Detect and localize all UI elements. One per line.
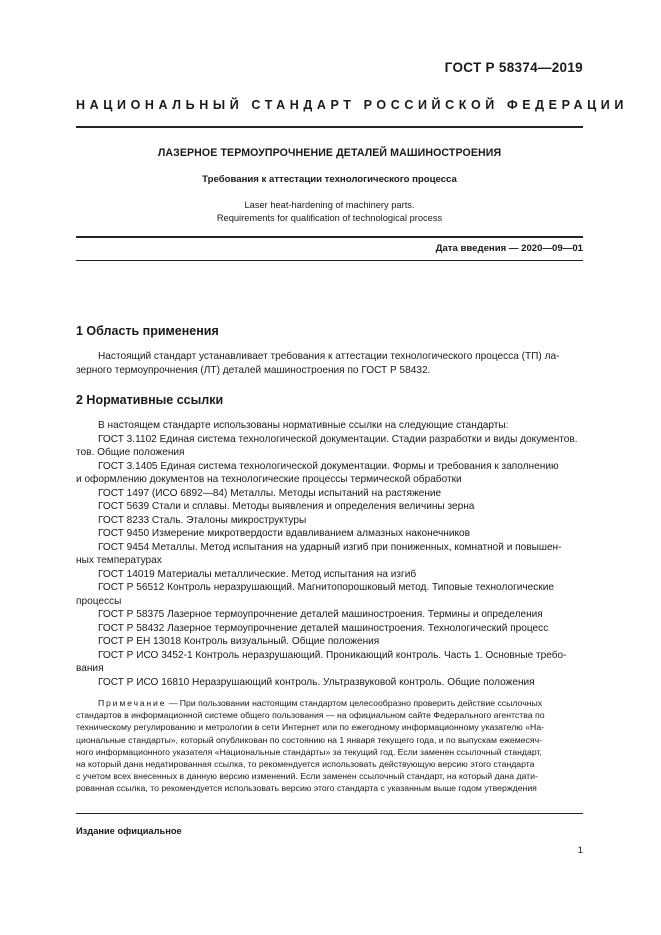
normative-references-list: [76, 419, 583, 689]
reference-line: ГОСТ Р 58375 Лазерное термоупрочнение деталей машиностроения. Термины и определения: [98, 609, 543, 620]
national-standard-heading: НАЦИОНАЛЬНЫЙ СТАНДАРТ РОССИЙСКОЙ ФЕДЕРАЦИИ: [76, 98, 628, 112]
note-block: [76, 697, 583, 795]
footer-divider: [76, 813, 583, 814]
section-2-heading: 2 Нормативные ссылки: [76, 393, 224, 407]
document-title: ЛАЗЕРНОЕ ТЕРМОУПРОЧНЕНИЕ ДЕТАЛЕЙ МАШИНОСТРОЕНИЯ: [157, 147, 502, 159]
reference-line: ГОСТ 3.1102 Единая система технологической документации. Стадии разработки и виды документов.: [98, 433, 578, 445]
note-line: стандартов в информационной системе общего пользования — на официальном сайте Федерального агентства по: [76, 710, 545, 721]
reference-line: ГОСТ 9450 Измерение микротвердости вдавливанием алмазных наконечников: [98, 528, 470, 539]
section-1-body: [76, 350, 583, 377]
reference-line: В настоящем стандарте использованы нормативные ссылки на следующие стандарты:: [98, 420, 509, 431]
page-number: 1: [577, 845, 583, 856]
note-line: на который дана недатированная ссылка, то рекомендуется использовать действующую версию этого стандарта: [76, 759, 535, 770]
reference-line: вания: [76, 663, 104, 674]
note-line: техническому регулированию и метрологии в сети Интернет или по ежегодному информационному указателю «На-: [76, 722, 545, 733]
note-line: с учетом всех внесенных в данную версию изменений. Если заменен ссылочный стандарт, на который дана дати-: [76, 771, 538, 782]
paragraph-line: зерного термоупрочнения (ЛТ) деталей машиностроения по ГОСТ Р 58432.: [76, 364, 431, 376]
note-line: циональные стандарты», который опубликован по состоянию на 1 января текущего года, и по выпускам ежемесяч-: [76, 734, 543, 745]
gost-number: ГОСТ Р 58374—2019: [444, 60, 583, 75]
reference-line: тов. Общие положения: [76, 447, 185, 458]
top-divider: [76, 126, 583, 128]
title-divider: [76, 236, 583, 238]
english-title-line: Laser heat-hardening of machinery parts.: [244, 200, 415, 210]
reference-line: и оформлению документов на технологические процессы термической обработки: [76, 474, 462, 485]
reference-line: ГОСТ Р 56512 Контроль неразрушающий. Магнитопорошковый метод. Типовые технологические: [98, 582, 554, 593]
reference-line: ГОСТ 14019 Материалы металлические. Метод испытания на изгиб: [98, 568, 417, 580]
date-divider: [76, 260, 583, 261]
note-label: Примечание: [98, 698, 167, 708]
reference-line: ГОСТ 9454 Металлы. Метод испытания на ударный изгиб при пониженных, комнатной и повышен-: [98, 541, 562, 553]
reference-line: ГОСТ 5639 Стали и сплавы. Методы выявления и определения величины зерна: [98, 501, 475, 512]
reference-line: ГОСТ Р ЕН 13018 Контроль визуальный. Общие положения: [98, 636, 380, 647]
section-1-heading: 1 Область применения: [76, 324, 219, 338]
document-subtitle: Требования к аттестации технологического процесса: [202, 174, 457, 185]
note-line: рованная ссылка, то рекомендуется использовать версию этого стандарта с указанным выше годом утверждения: [76, 783, 537, 794]
english-title-line: Requirements for qualification of technological process: [216, 212, 443, 223]
reference-line: ных температурах: [76, 555, 162, 566]
reference-line: ГОСТ 8233 Сталь. Эталоны микроструктуры: [98, 514, 307, 526]
reference-line: процессы: [76, 595, 122, 607]
reference-line: ГОСТ Р 58432 Лазерное термоупрочнение деталей машиностроения. Технологический процесс: [98, 622, 549, 634]
english-title: [76, 199, 583, 224]
official-edition-label: Издание официальное: [76, 826, 182, 836]
note-line: ного информационного указателя «Национальные стандарты» за текущий год. Если заменен ссылочный стандарт,: [76, 746, 542, 757]
paragraph-line: Настоящий стандарт устанавливает требования к аттестации технологического процесса (ТП) ла-: [98, 351, 560, 362]
reference-line: ГОСТ 3.1405 Единая система технологической документации. Формы и требования к заполнению: [98, 460, 559, 472]
note-first-line: Примечание — При пользовании настоящим стандартом целесообразно проверить действие ссылочных: [98, 698, 543, 708]
reference-line: ГОСТ Р ИСО 3452-1 Контроль неразрушающий. Проникающий контроль. Часть 1. Основные требо-: [98, 649, 567, 661]
reference-line: ГОСТ 1497 (ИСО 6892—84) Металлы. Методы испытаний на растяжение: [98, 487, 442, 499]
reference-line: ГОСТ Р ИСО 16810 Неразрушающий контроль. Ультразвуковой контроль. Общие положения: [98, 676, 535, 688]
introduction-date: Дата введения — 2020—09—01: [435, 243, 583, 254]
